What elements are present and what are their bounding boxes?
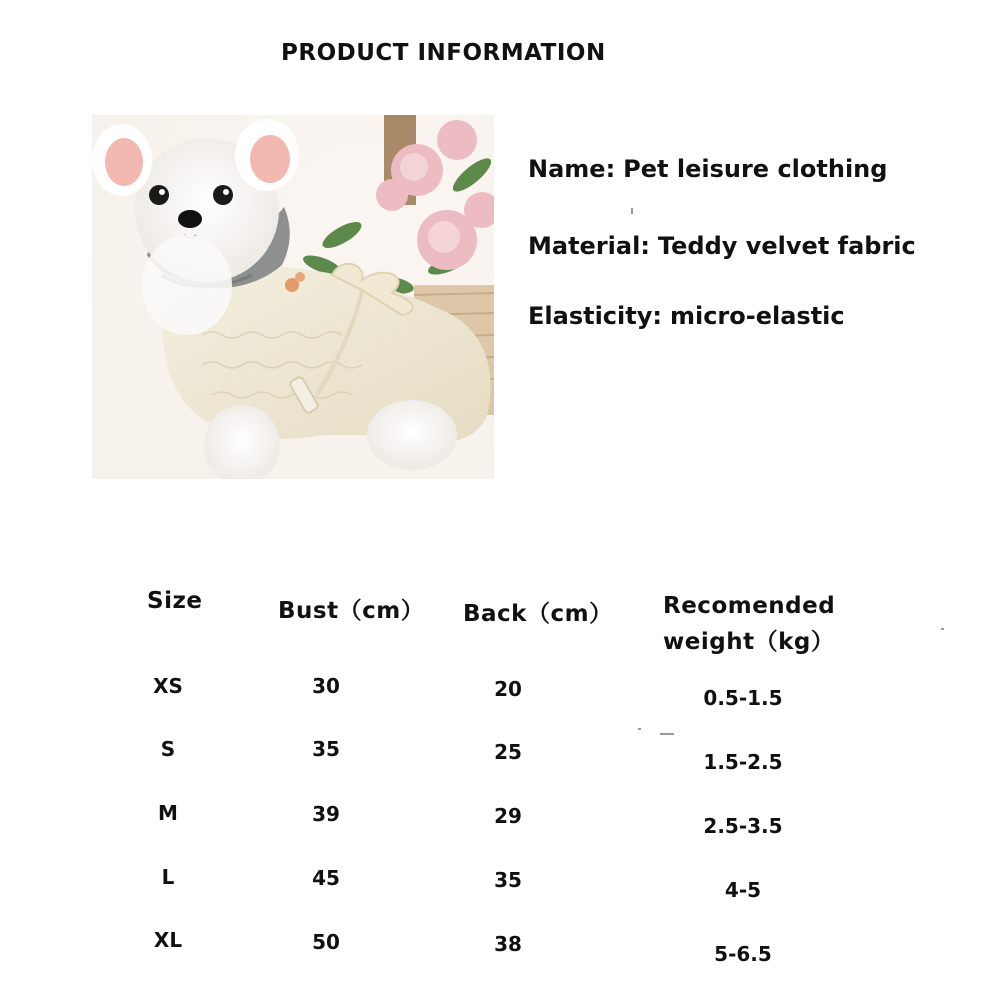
cell-back: 29 [494,804,522,828]
cell-size: XL [153,928,183,952]
cell-weight: 0.5-1.5 [703,686,783,710]
cell-back: 20 [494,677,522,701]
info-name [528,155,887,183]
stray-mark [660,733,674,735]
cell-size: L [161,865,175,889]
cell-weight: 1.5-2.5 [703,750,783,774]
info-material [528,232,916,260]
dog-in-coat-illustration [92,115,494,479]
cell-bust: 30 [312,674,340,698]
header-back: Back（cm） [463,601,613,627]
cell-weight: 2.5-3.5 [703,814,783,838]
info-elasticity [528,302,845,330]
stray-mark [631,208,633,214]
cell-weight: 4-5 [724,878,762,902]
info-name-label: Name: [528,155,616,183]
info-name-value: Pet leisure clothing [623,155,888,183]
info-elasticity-label: Elasticity: [528,302,662,330]
stray-mark [941,628,944,630]
header-recommended-weight: Recomended weight（kg） [663,593,836,655]
info-material-label: Material: [528,232,650,260]
cell-bust: 50 [312,930,340,954]
cell-size: XS [153,674,183,698]
cell-bust: 39 [312,802,340,826]
stray-mark [638,728,641,730]
header-size: Size [147,588,203,614]
cell-bust: 45 [312,866,340,890]
cell-back: 25 [494,740,522,764]
info-elasticity-value: micro-elastic [669,302,845,330]
cell-bust: 35 [312,737,340,761]
header-bust: Bust（cm） [278,598,425,624]
cell-weight: 5-6.5 [714,942,772,966]
page-title: PRODUCT INFORMATION [281,40,606,66]
cell-size: S [160,737,176,761]
cell-size: M [158,801,178,825]
info-material-value: Teddy velvet fabric [657,232,916,260]
product-photo [92,115,494,479]
cell-back: 35 [494,868,522,892]
cell-back: 38 [494,932,522,956]
